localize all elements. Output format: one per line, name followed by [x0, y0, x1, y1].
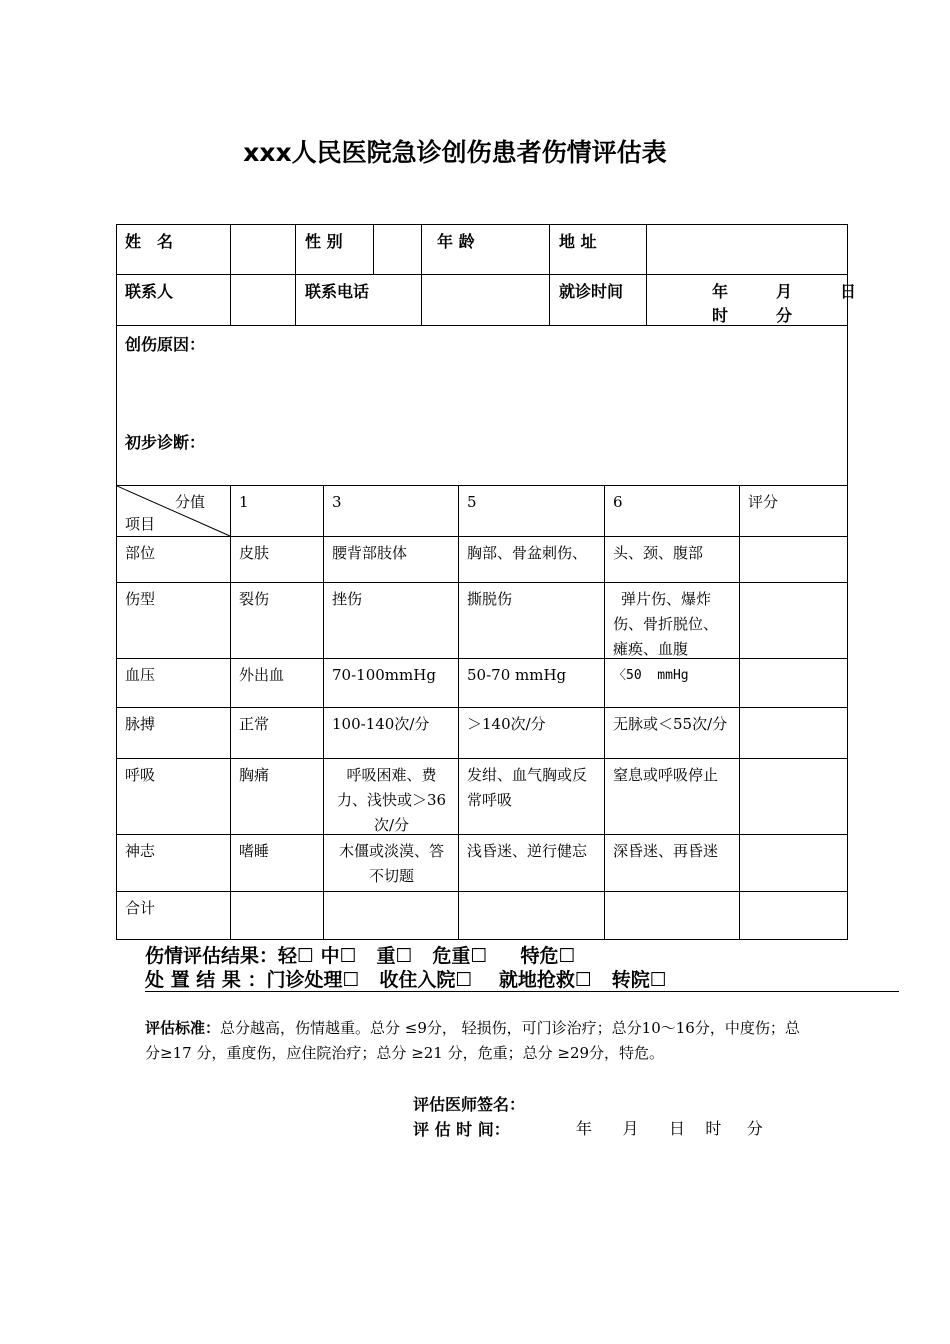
table-cell: 撕脱伤 [467, 590, 513, 608]
criteria-text: 总分越高，伤情越重。总分 ≤9分， 轻损伤，可门诊治疗；总分10～16分，中度伤；总分≥17 分，重度伤，应住院治疗；总分 ≥21 分，危重；总分 ≥29分，特危。 [145, 1019, 800, 1062]
score-input[interactable] [740, 537, 847, 582]
table-row-item: 部位 [125, 544, 156, 562]
score-table [116, 486, 848, 940]
table-cell: 胸痛 [239, 766, 270, 784]
contact-label: 联系人 [125, 282, 174, 301]
table-cell: 木僵或淡漠、答不切题 [338, 842, 444, 885]
table-cell: 发绀、血气胸或反常呼吸 [467, 766, 588, 809]
table-cell: 100-140次/分 [332, 715, 430, 733]
doctor-signature-label: 评估医师签名： [413, 1095, 526, 1114]
table-cell: 裂伤 [239, 590, 270, 608]
column-header: 评分 [748, 493, 779, 511]
age-label: 年 龄 [437, 232, 475, 251]
table-cell: 呼吸困难、费力、浅快或＞36次/分 [336, 766, 447, 834]
assessment-time-fields[interactable]: 年 月 日 时 分 [576, 1119, 763, 1138]
table-cell: 50-70 mmHg [467, 666, 567, 684]
disposition-result[interactable]: 处 置 结 果 ：门诊处理☐ 收住入院☐ 就地抢救☐ 转院☐ [145, 969, 667, 991]
score-input[interactable] [740, 759, 847, 834]
visit-time-hour: 时 分 [712, 306, 793, 325]
assessment-time-label: 评 估 时 间： [413, 1120, 510, 1139]
column-header: 3 [332, 493, 342, 511]
visit-time-date: 年 月 日 [712, 282, 857, 301]
score-input[interactable] [740, 708, 847, 758]
divider [145, 991, 899, 992]
address-field[interactable] [647, 226, 847, 273]
table-row-item: 神志 [125, 842, 156, 860]
table-row-item: 伤型 [125, 590, 156, 608]
table-cell: 〈50 mmHg [613, 668, 689, 683]
score-input[interactable] [740, 835, 847, 891]
table-cell: 弹片伤、爆炸伤、骨折脱位、瘫痪、血腹 [613, 590, 719, 658]
column-header: 5 [467, 493, 477, 511]
table-row-item: 脉搏 [125, 715, 156, 733]
score-input[interactable] [740, 659, 847, 707]
table-cell: 胸部、骨盆刺伤、 [467, 544, 588, 562]
column-header: 1 [239, 493, 249, 511]
cause-label: 创伤原因： [125, 335, 206, 354]
table-cell: 无脉或＜55次/分 [613, 715, 728, 733]
criteria-block [145, 1016, 810, 1066]
table-cell: 头、颈、腹部 [613, 544, 704, 562]
table-cell: ＞140次/分 [467, 715, 546, 733]
name-label: 姓 名 [125, 232, 174, 251]
table-row-item: 合计 [125, 899, 156, 917]
table-cell: 正常 [239, 715, 270, 733]
table-cell: 皮肤 [239, 544, 270, 562]
diagnosis-label: 初步诊断： [125, 433, 206, 452]
column-header: 6 [613, 493, 623, 511]
table-row-item: 呼吸 [125, 766, 156, 784]
gender-label: 性 别 [305, 232, 343, 251]
page-title: xxx人民医院急诊创伤患者伤情评估表 [243, 138, 667, 167]
name-field[interactable] [231, 226, 294, 273]
total-score-input[interactable] [740, 892, 847, 939]
contact-field[interactable] [231, 275, 294, 324]
patient-info-table [116, 224, 857, 486]
corner-score-label: 分值 [175, 493, 206, 511]
table-cell: 外出血 [239, 666, 285, 684]
table-cell: 窒息或呼吸停止 [613, 766, 719, 784]
table-cell: 嗜睡 [239, 842, 270, 860]
table-cell: 70-100mmHg [332, 666, 436, 684]
table-cell: 挫伤 [332, 590, 363, 608]
corner-item-label: 项目 [125, 515, 156, 533]
table-row-item: 血压 [125, 666, 156, 684]
gender-field[interactable] [374, 226, 420, 273]
address-label: 地 址 [559, 232, 597, 251]
table-cell: 深昏迷、再昏迷 [613, 842, 719, 860]
score-input[interactable] [740, 583, 847, 658]
phone-field[interactable] [422, 275, 548, 324]
table-cell: 腰背部肢体 [332, 544, 408, 562]
criteria-label: 评估标准： [145, 1019, 221, 1037]
table-cell: 浅昏迷、逆行健忘 [467, 842, 588, 860]
assessment-result[interactable]: 伤情评估结果：轻☐ 中☐ 重☐ 危重☐ 特危☐ [145, 945, 576, 967]
phone-label: 联系电话 [305, 282, 370, 301]
visit-time-label: 就诊时间 [559, 282, 624, 301]
